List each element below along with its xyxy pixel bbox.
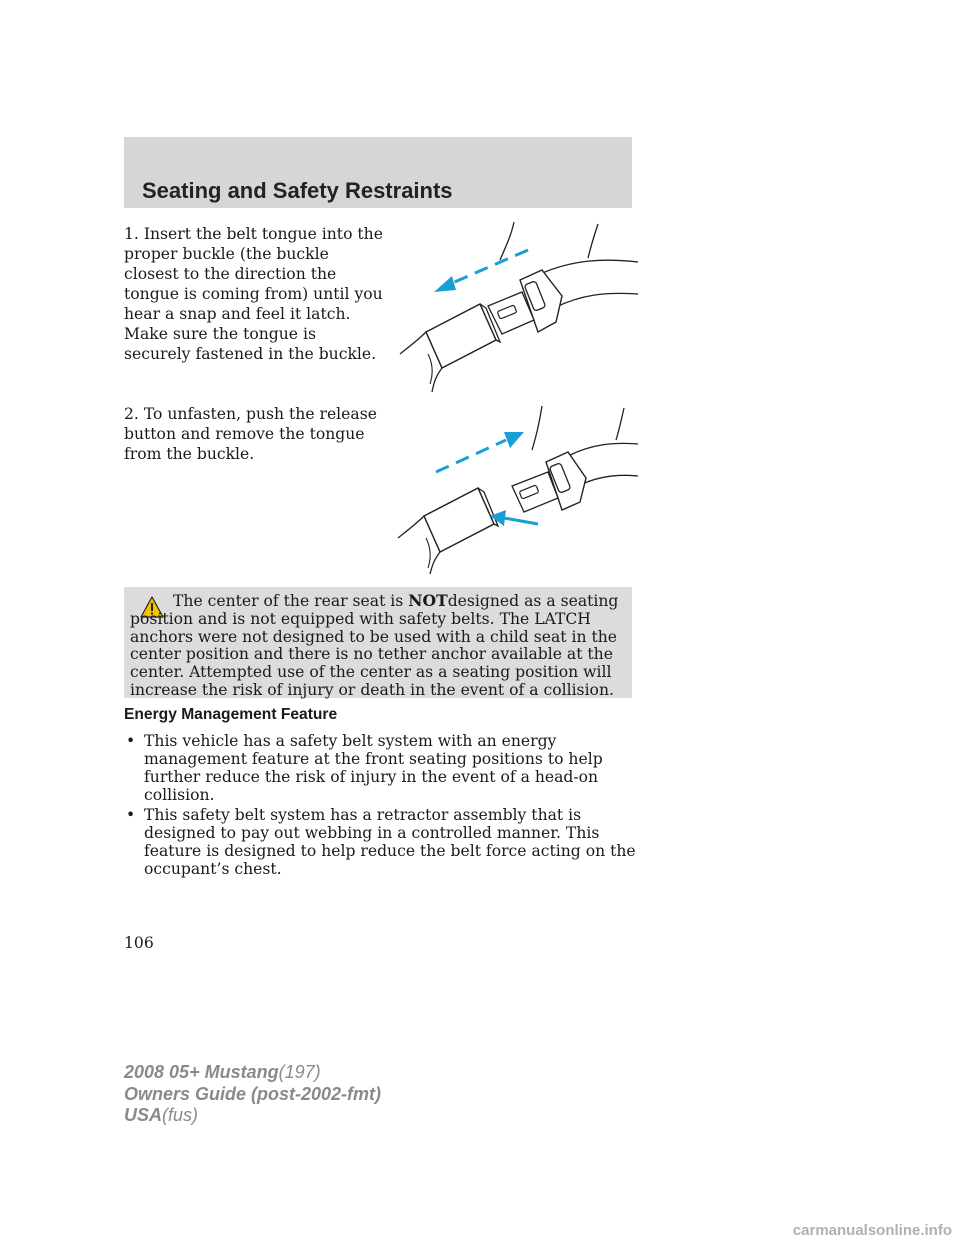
buckle-release-illustration xyxy=(392,404,638,574)
step-1-text: 1. Insert the belt tongue into the proper buckle (the buckle closest to the direction the tongue is coming from) until you hear a snap and feel it latch. Make sure the tongue is securely fastened in the buckle. xyxy=(124,225,383,363)
warning-text xyxy=(130,592,626,700)
warning-emphasis: NOT xyxy=(408,591,448,610)
page-title: Seating and Safety Restraints xyxy=(142,178,453,203)
bullet-symbol: • xyxy=(126,732,136,750)
footer-line-1-code: (197) xyxy=(278,1062,321,1082)
document-footer xyxy=(124,1062,381,1127)
footer-line-2: Owners Guide (post-2002-fmt) xyxy=(124,1083,382,1104)
footer-line-3-code: (fus) xyxy=(162,1105,199,1125)
bullet-text: This vehicle has a safety belt system with an energy management feature at the front seating positions to help further reduce the risk of injury in the event of a head-on collision. xyxy=(144,732,603,804)
footer-line-1: 2008 05+ Mustang xyxy=(124,1062,279,1082)
section-heading: Energy Management Feature xyxy=(124,706,338,723)
warning-box xyxy=(124,587,632,698)
warning-text-before: The center of the rear seat is xyxy=(173,592,409,610)
buckle-insert-illustration xyxy=(392,222,638,392)
list-item xyxy=(124,732,636,804)
step-2-text: 2. To unfasten, push the release button and remove the tongue from the buckle. xyxy=(124,405,377,463)
footer-line-3: USA xyxy=(124,1105,163,1125)
list-item xyxy=(124,806,636,878)
page-number: 106 xyxy=(124,934,154,952)
bullet-text: This safety belt system has a retractor assembly that is designed to pay out webbing in a controlled manner. This feature is designed to help reduce the belt force acting on the occupant’s chest. xyxy=(144,806,636,878)
watermark: carmanualsonline.info xyxy=(792,1222,952,1239)
bullet-symbol: • xyxy=(126,806,136,824)
warning-text-after: designed as a seating position and is not equipped with safety belts. The LATCH anchors were not designed to be used with a child seat in the center position and there is no tether anchor available at the center. Attempted use of the center as a seating position will increase the risk of injury or death in the event of a collision. xyxy=(130,592,619,699)
